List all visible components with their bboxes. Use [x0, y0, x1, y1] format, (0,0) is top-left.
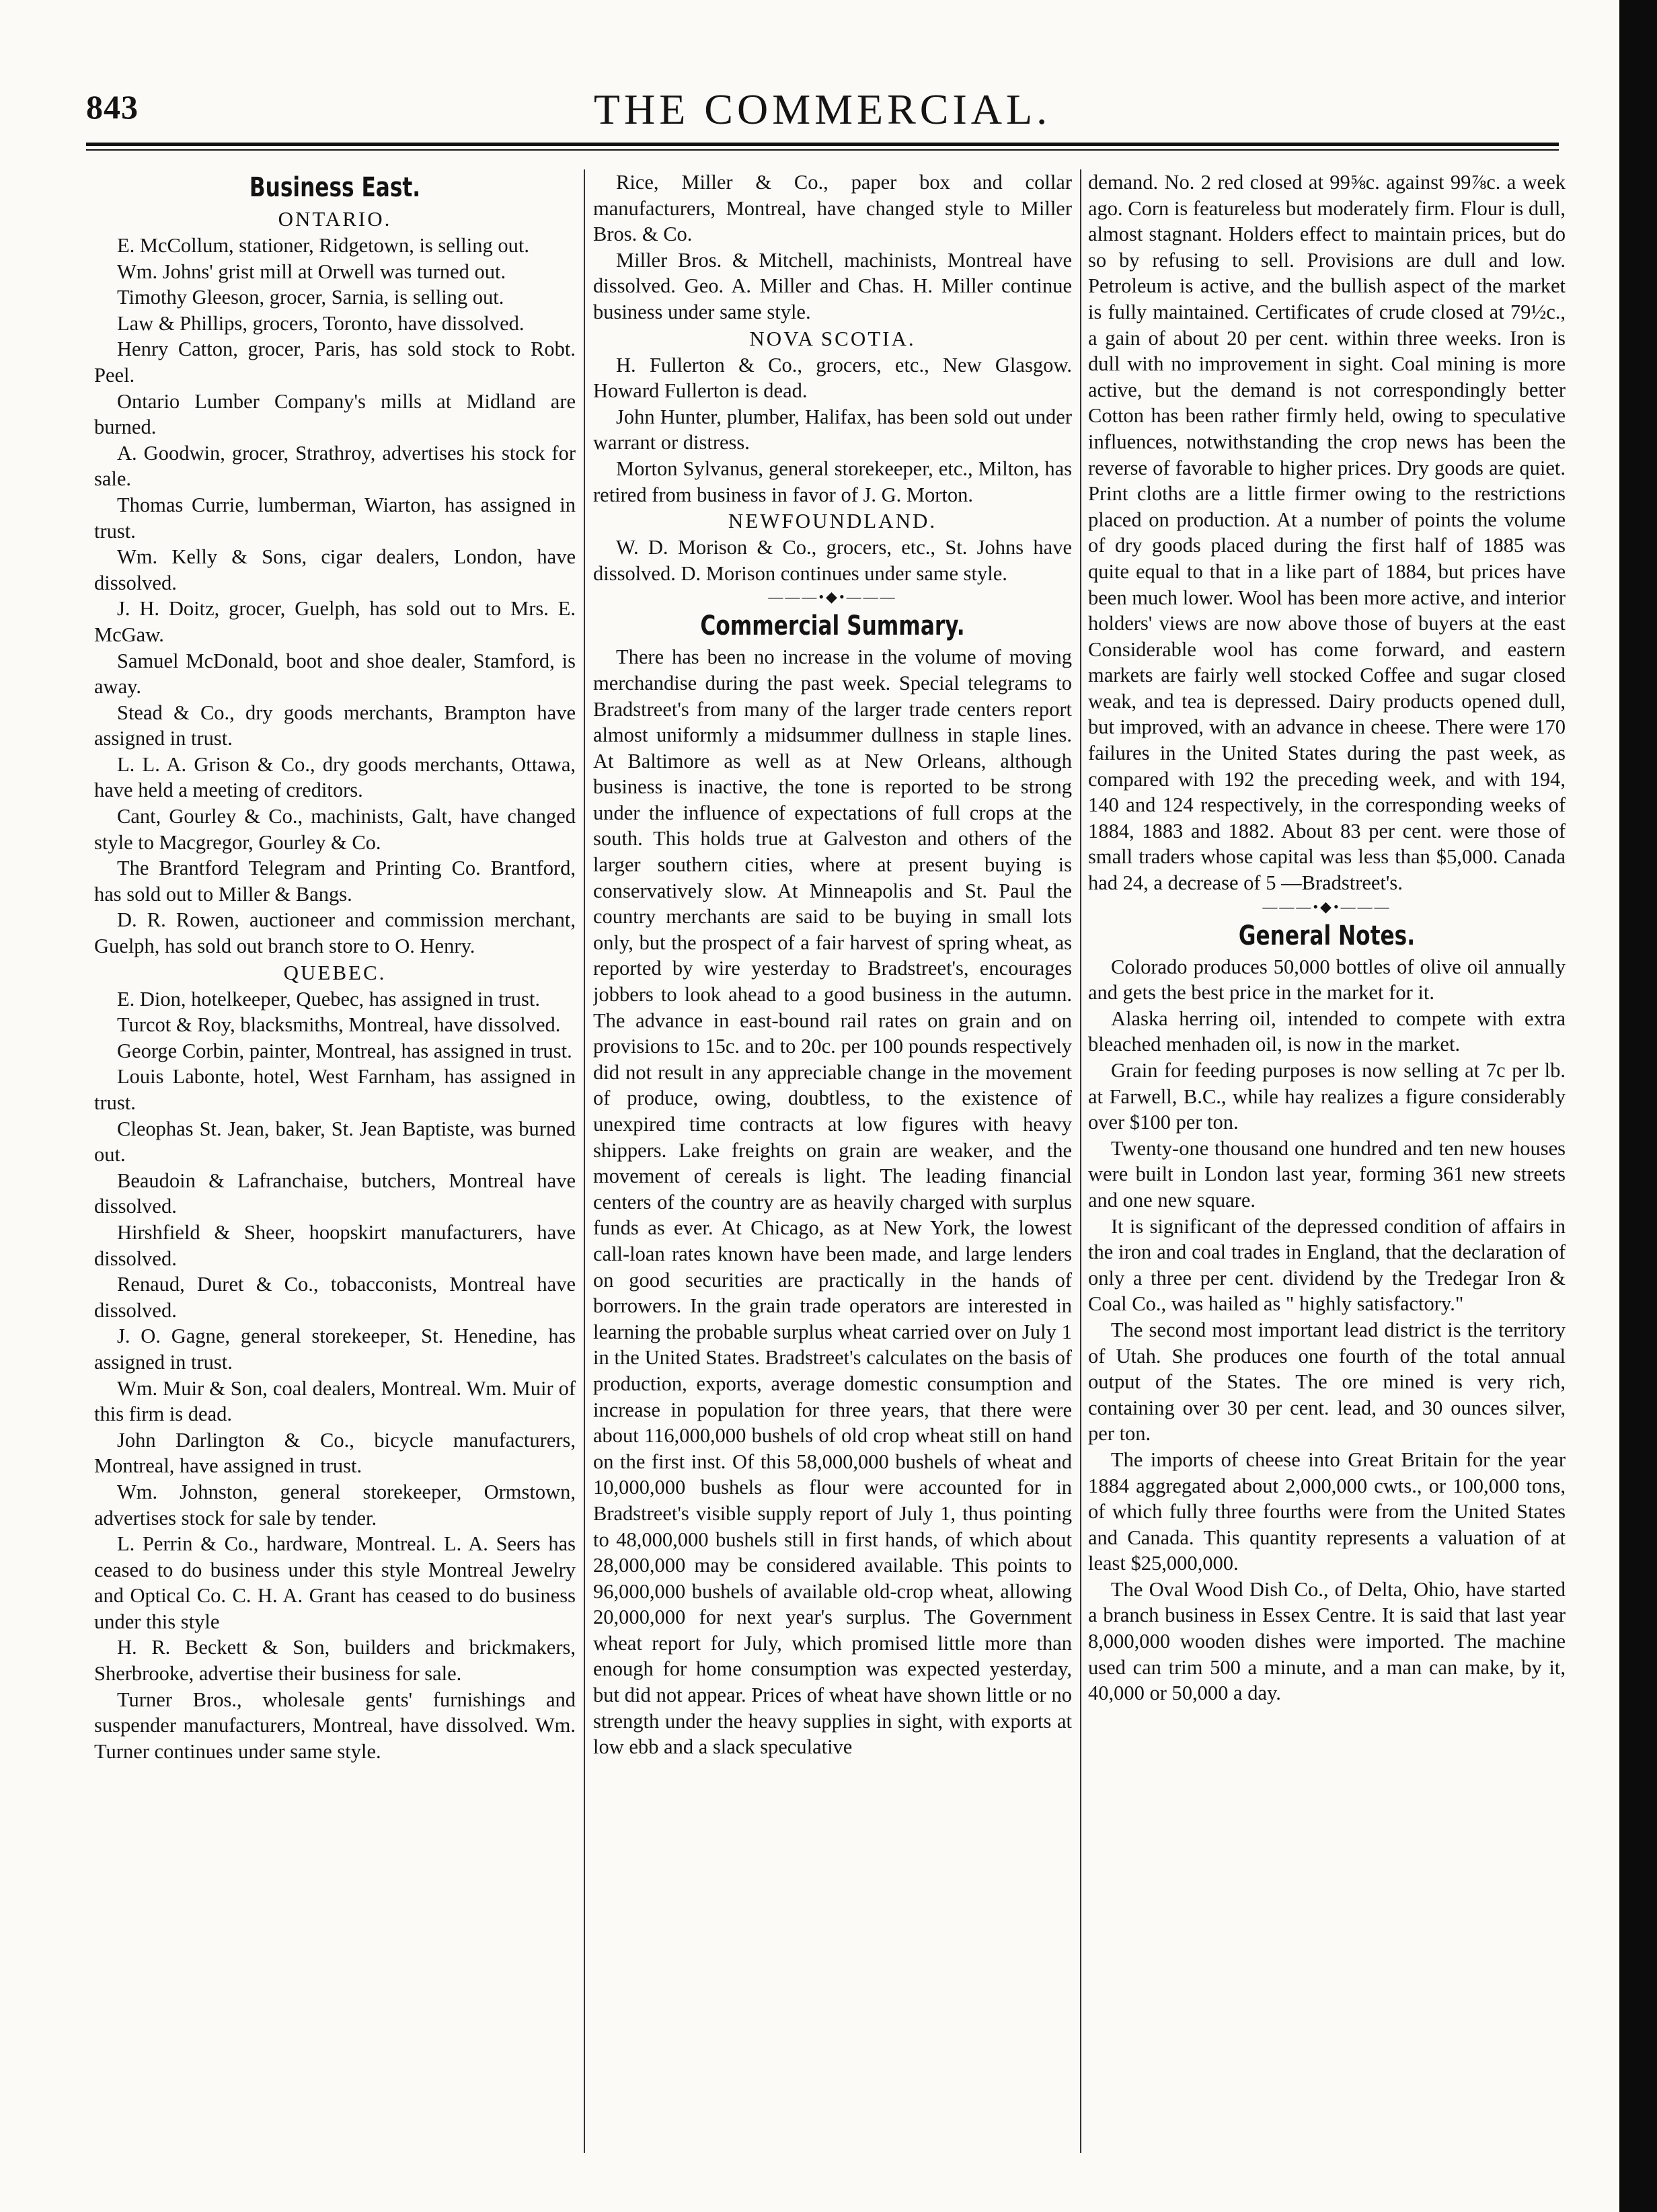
news-item: Miller Bros. & Mitchell, machinists, Montreal have dissolved. Geo. A. Miller and Chas. H. Miller continue business under same style.: [593, 248, 1072, 323]
news-item: L. Perrin & Co., hardware, Montreal. L. A. Seers has ceased to do business under this style Montreal Jewelry and Optical Co. C. H. A. Grant has ceased to do business under this style: [94, 1532, 576, 1633]
news-item: Thomas Currie, lumberman, Wiarton, has assigned in trust.: [94, 493, 576, 543]
news-item: Wm. Johns' grist mill at Orwell was turned out.: [117, 260, 506, 283]
news-item: W. D. Morison & Co., grocers, etc., St. Johns have dissolved. D. Morison continues under same style.: [593, 536, 1072, 585]
news-item: It is significant of the depressed condition of affairs in the iron and coal trades in England, that the declaration of only a three per cent. dividend by the Tredegar Iron & Coal Co., was hailed as " highly satisfactory.": [1088, 1214, 1566, 1316]
news-item: J. H. Doitz, grocer, Guelph, has sold out to Mrs. E. McGaw.: [94, 597, 576, 646]
news-item: John Hunter, plumber, Halifax, has been sold out under warrant or distress.: [593, 405, 1072, 455]
news-item: Samuel McDonald, boot and shoe dealer, Stamford, is away.: [94, 649, 576, 699]
section-separator: ———•◆•———: [768, 588, 897, 606]
subheading-ontario: ONTARIO.: [278, 207, 392, 231]
article-body: There has been no increase in the volume of moving merchandise during the past week. Special telegrams to Bradstreet's from many of the larger trade centers report almost uniformly a midsummer dullness in staple lines. At Baltimore as well as at New Orleans, although business is inactive, the tone is reported to be strong under the influence of expectations of full crops at the south. This holds true at Galveston and others of the larger southern cities, where at present buying is conservatively slow. At Minneapolis and St. Paul the country merchants are said to be buying in small lots only, but the prospect of a fair harvest of spring wheat, as reported by wire yesterday to Bradstreet's, encourages jobbers to look ahead to a good business in the autumn. The advance in east-bound rail rates on grain and on provisions to 15c. and to 20c. per 100 pounds respectively did not result in any appreciable change in the movement of produce, owing, doubtless, to the existence of unexpired time contracts at low figures with heavy shippers. Lake freights on grain are weaker, and the movement of cereals is light. The leading financial centers of the country are as heavily charged with surplus funds as ever. At Chicago, as at New York, the lowest call-loan rates known have been made, and large lenders on good securities are practically in the hands of borrowers. In the grain trade operators are interested in learning the probable surplus wheat carried over on July 1 in the United States. Bradstreet's calculates on the basis of production, exports, average domestic consumption and increase in population for three years, that there were about 116,000,000 bushels of old crop wheat still on hand on the first inst. Of this 58,000,000 bushels of wheat and 10,000,000 bushels as flour were accounted for in Bradstreet's visible supply report of July 1, thus pointing to 48,000,000 bushels still in first hands, of which about 28,000,000 may be considered available. This points to 96,000,000 bushels of available old-crop wheat, allowing 20,000,000 for next year's surplus. The Government wheat report for July, which promised little more than enough for home consumption was expected yesterday, but did not appear. Prices of wheat have shown little or no strength under the heavy supplies in sight, with exports at low ebb and a slack speculative: [593, 645, 1072, 1759]
news-item: George Corbin, painter, Montreal, has assigned in trust.: [117, 1039, 572, 1062]
news-item: A. Goodwin, grocer, Strathroy, advertises his stock for sale.: [94, 441, 576, 491]
subheading-newfoundland: NEWFOUNDLAND.: [728, 509, 937, 533]
header-rule-thin: [86, 149, 1559, 151]
section-heading-general-notes: General Notes.: [1238, 920, 1416, 951]
news-item: Rice, Miller & Co., paper box and collar manufacturers, Montreal, have changed style to Miller Bros. & Co.: [593, 171, 1072, 246]
news-item: D. R. Rowen, auctioneer and commission merchant, Guelph, has sold out branch store to O. Henry.: [94, 908, 576, 958]
news-item: L. L. A. Grison & Co., dry goods merchants, Ottawa, have held a meeting of creditors.: [94, 752, 576, 802]
news-item: J. O. Gagne, general storekeeper, St. Henedine, has assigned in trust.: [94, 1325, 576, 1374]
news-item: Stead & Co., dry goods merchants, Brampton have assigned in trust.: [94, 701, 576, 750]
news-item: Beaudoin & Lafranchaise, butchers, Montreal have dissolved.: [94, 1169, 576, 1218]
news-item: Timothy Gleeson, grocer, Sarnia, is selling out.: [117, 286, 504, 309]
news-item: The Oval Wood Dish Co., of Delta, Ohio, have started a branch business in Essex Centre. It is said that last year 8,000,000 wooden dishes were imported. The machine used can trim 500 a minute, and a man can make, by it, 40,000 or 50,000 a day.: [1088, 1577, 1566, 1705]
news-item: Louis Labonte, hotel, West Farnham, has assigned in trust.: [94, 1065, 576, 1114]
news-item: Ontario Lumber Company's mills at Midland are burned.: [94, 389, 576, 439]
news-item: Colorado produces 50,000 bottles of olive oil annually and gets the best price in the market for it.: [1088, 955, 1566, 1004]
column-3: [1088, 169, 1566, 2160]
news-item: Turcot & Roy, blacksmiths, Montreal, have dissolved.: [117, 1013, 561, 1037]
news-item: Turner Bros., wholesale gents' furnishings and suspender manufacturers, Montreal, have dissolved. Wm. Turner continues under same style.: [94, 1688, 576, 1763]
news-item: Law & Phillips, grocers, Toronto, have dissolved.: [117, 311, 525, 335]
news-item: E. McCollum, stationer, Ridgetown, is selling out.: [117, 234, 529, 257]
news-item: Henry Catton, grocer, Paris, has sold stock to Robt. Peel.: [94, 338, 576, 387]
news-item: The imports of cheese into Great Britain for the year 1884 aggregated about 2,000,000 cwts., or 100,000 tons, of which fully three fourths were from the United States and Canada. This quantity represents a valuation of at least $25,000,000.: [1088, 1448, 1566, 1575]
news-item: Morton Sylvanus, general storekeeper, etc., Milton, has retired from business in favor of J. G. Morton.: [593, 457, 1072, 506]
column-divider: [584, 169, 585, 2153]
news-item: Wm. Muir & Son, coal dealers, Montreal. Wm. Muir of this firm is dead.: [94, 1376, 576, 1426]
subheading-quebec: QUEBEC.: [283, 960, 387, 984]
news-item: Renaud, Duret & Co., tobacconists, Montreal have dissolved.: [94, 1273, 576, 1322]
page-number: 843: [86, 88, 139, 126]
news-item: John Darlington & Co., bicycle manufacturers, Montreal, have assigned in trust.: [94, 1428, 576, 1478]
section-heading-business-east: Business East.: [249, 172, 421, 203]
subheading-nova-scotia: NOVA SCOTIA.: [749, 326, 916, 350]
news-item: The second most important lead district is the territory of Utah. She produces one fourth of the total annual output of the States. The ore mined is very rich, containing over 30 per cent. lead, and 30 ounces silver, per ton.: [1088, 1318, 1566, 1446]
news-item: The Brantford Telegram and Printing Co. Brantford, has sold out to Miller & Bangs.: [94, 857, 576, 906]
masthead-title: THE COMMERCIAL.: [593, 85, 1052, 133]
news-item: Cleophas St. Jean, baker, St. Jean Baptiste, was burned out.: [94, 1117, 576, 1167]
page-edge-bar: [1619, 0, 1657, 2212]
section-heading-commercial-summary: Commercial Summary.: [700, 610, 965, 642]
page-header: [86, 79, 1559, 147]
section-separator: ———•◆•———: [1262, 898, 1391, 915]
news-item: H. R. Beckett & Son, builders and brickmakers, Sherbrooke, advertise their business for sale.: [94, 1636, 576, 1686]
column-2: [593, 169, 1072, 2160]
news-item: H. Fullerton & Co., grocers, etc., New Glasgow. Howard Fullerton is dead.: [593, 353, 1072, 403]
article-body-continued: demand. No. 2 red closed at 99⅝c. against 99⅞c. a week ago. Corn is featureless but moderately firm. Flour is dull, almost stagnant. Holders effect to maintain prices, but do so by refusing to sell. Provisions are dull and low. Petroleum is active, and the bullish aspect of the market is fully maintained. Certificates of crude closed at 79½c., a gain of about 20 per cent. within three weeks. Iron is dull with no improvement in sight. Coal mining is more active, but the demand is not correspondingly better Cotton has been rather firmly held, owing to speculative influences, notwithstanding the crop news has been the reverse of favorable to higher prices. Dry goods are quiet. Print cloths are a little firmer owing to the restrictions placed on production. At a number of points the volume of dry goods placed during the first half of 1885 was quite equal to that in a like part of 1884, but prices have been much lower. Wool has been more active, and interior holders' views are now above those of buyers at the east Considerable wool has come forward, and eastern markets are fairly well stocked Coffee and sugar closed weak, and tea is depressed. Dairy products opened dull, but improved, with an advance in cheese. There were 170 failures in the United States during the past week, as compared with 192 the preceding week, and with 194, 140 and 124 respectively, in the corresponding weeks of 1884, 1883 and 1882. About 83 per cent. were those of small traders whose capital was less than $5,000. Canada had 24, a decrease of 5 —Bradstreet's.: [1088, 171, 1566, 895]
column-1: [94, 169, 576, 2160]
column-divider: [1080, 169, 1081, 2153]
news-item: Wm. Johnston, general storekeeper, Ormstown, advertises stock for sale by tender.: [94, 1480, 576, 1530]
header-rule-thick: [86, 143, 1559, 146]
news-item: E. Dion, hotelkeeper, Quebec, has assigned in trust.: [117, 987, 540, 1011]
news-item: Wm. Kelly & Sons, cigar dealers, London, have dissolved.: [94, 545, 576, 594]
news-item: Twenty-one thousand one hundred and ten new houses were built in London last year, forming 361 new streets and one new square.: [1088, 1136, 1566, 1212]
news-item: Grain for feeding purposes is now selling at 7c per lb. at Farwell, B.C., while hay realizes a figure considerably over $100 per ton.: [1088, 1059, 1566, 1134]
news-item: Cant, Gourley & Co., machinists, Galt, have changed style to Macgregor, Gourley & Co.: [94, 805, 576, 854]
news-item: Alaska herring oil, intended to compete with extra bleached menhaden oil, is now in the market.: [1088, 1006, 1566, 1056]
news-item: Hirshfield & Sheer, hoopskirt manufacturers, have dissolved.: [94, 1220, 576, 1270]
